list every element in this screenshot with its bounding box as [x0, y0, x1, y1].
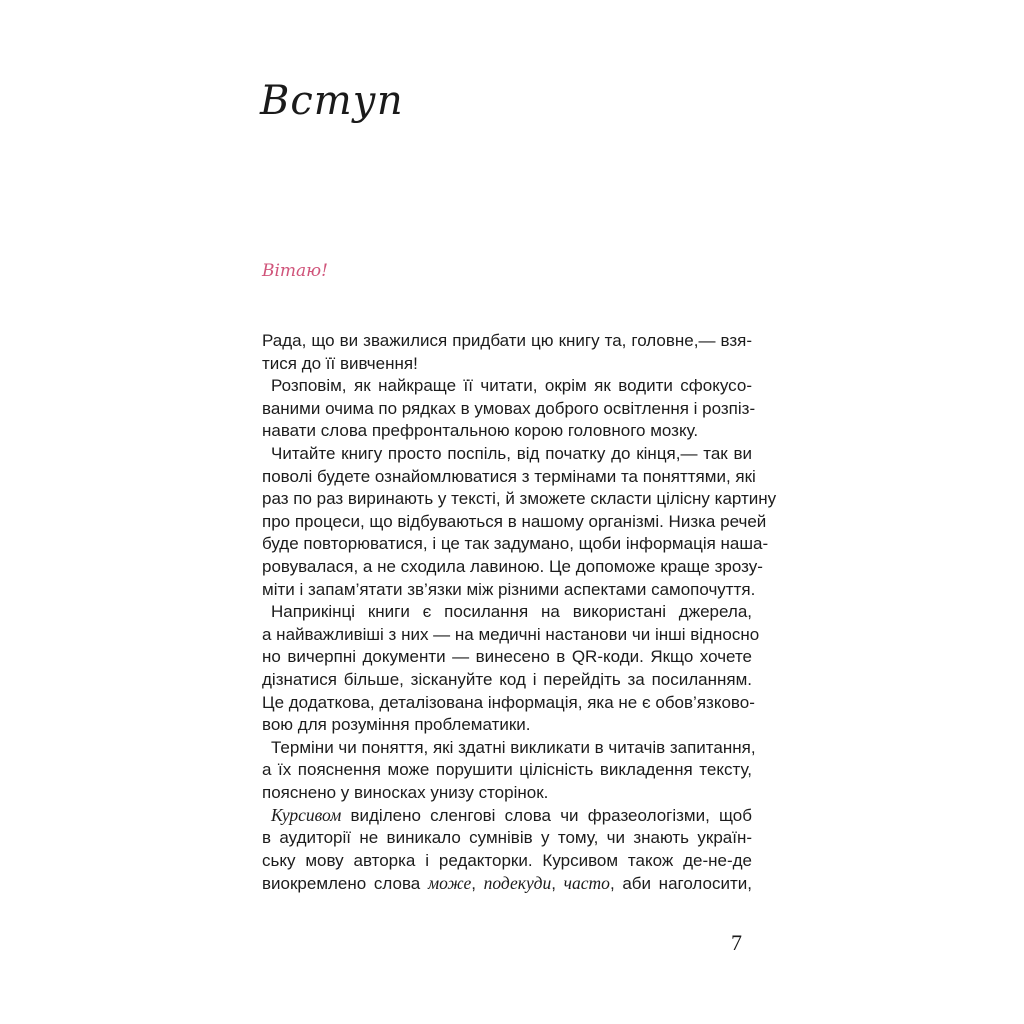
text-line: но вичерпні документи — винесено в QR-коди. Якщо хочете: [262, 647, 752, 667]
text-line: міти і запам’ятати зв’язки між різними аспектами самопочуття.: [262, 579, 756, 599]
text-line: [262, 804, 752, 827]
text-span: ,: [471, 874, 484, 894]
text-span: ,: [551, 874, 564, 894]
italic-word: часто: [563, 873, 610, 894]
page-number: 7: [731, 930, 742, 955]
text-line: ровувалася, а не сходила лавиною. Це допоможе краще зрозу-: [262, 556, 763, 576]
text-line: Читайте книгу просто поспіль, від початку до кінця,— так ви: [271, 443, 752, 463]
italic-word: подекуди: [483, 873, 552, 894]
text-line: Це додаткова, деталізована інформація, яка не є обов’язково-: [262, 692, 755, 712]
text-line: Рада, що ви зважилися придбати цю книгу та, головне,— взя-: [262, 331, 752, 350]
text-line: вою для розуміння проблематики.: [262, 715, 531, 735]
text-line: буде повторюватися, і це так задумано, щоби інформація наша-: [262, 534, 769, 554]
text-line: дізнатися більше, зіскануйте код і перейдіть за посиланням.: [262, 669, 752, 689]
text-line: Терміни чи поняття, які здатні викликати в читачів запитання,: [271, 737, 756, 757]
text-line: а їх пояснення може порушити цілісність викладення тексту,: [262, 760, 752, 780]
text-span: виокремлено слова: [262, 874, 428, 894]
text-line: Наприкінці книги є посилання на використані джерела,: [271, 602, 752, 622]
text-line: про процеси, що відбуваються в нашому організмі. Низка речей: [262, 511, 767, 531]
text-line: [262, 872, 752, 895]
text-line: Розповім, як найкраще її читати, окрім як водити сфокусо-: [271, 376, 752, 396]
text-line: пояснено у виносках унизу сторінок.: [262, 782, 549, 802]
text-line: а найважливіші з них — на медичні настанови чи інші відносно: [262, 624, 760, 644]
text-line: тися до її вивчення!: [262, 353, 418, 373]
text-span: , аби наголосити,: [609, 874, 753, 894]
text-line: ваними очима по рядках в умовах доброго освітлення і розпіз-: [262, 398, 756, 418]
text-line: ську мову авторка і редакторки. Курсивом також де-не-де: [262, 850, 752, 870]
chapter-title: Вступ: [260, 78, 404, 124]
text-line: поволі будете ознайомлюватися з термінами та поняттями, які: [262, 466, 756, 486]
italic-word: може: [427, 873, 472, 894]
text-line: навати слова префронтальною корою головного мозку.: [262, 421, 699, 441]
text-line: раз по раз виринають у тексті, й зможете скласти цілісну картину: [262, 489, 777, 509]
text-line: в аудиторії не виникало сумнівів у тому, чи знають україн-: [262, 828, 752, 848]
italic-word: Курсивом: [271, 805, 342, 826]
text-span: виділено сленгові слова чи фразеологізми, щоб: [341, 806, 752, 826]
body-text: [262, 330, 777, 895]
greeting-heading: Вітаю!: [262, 261, 328, 281]
